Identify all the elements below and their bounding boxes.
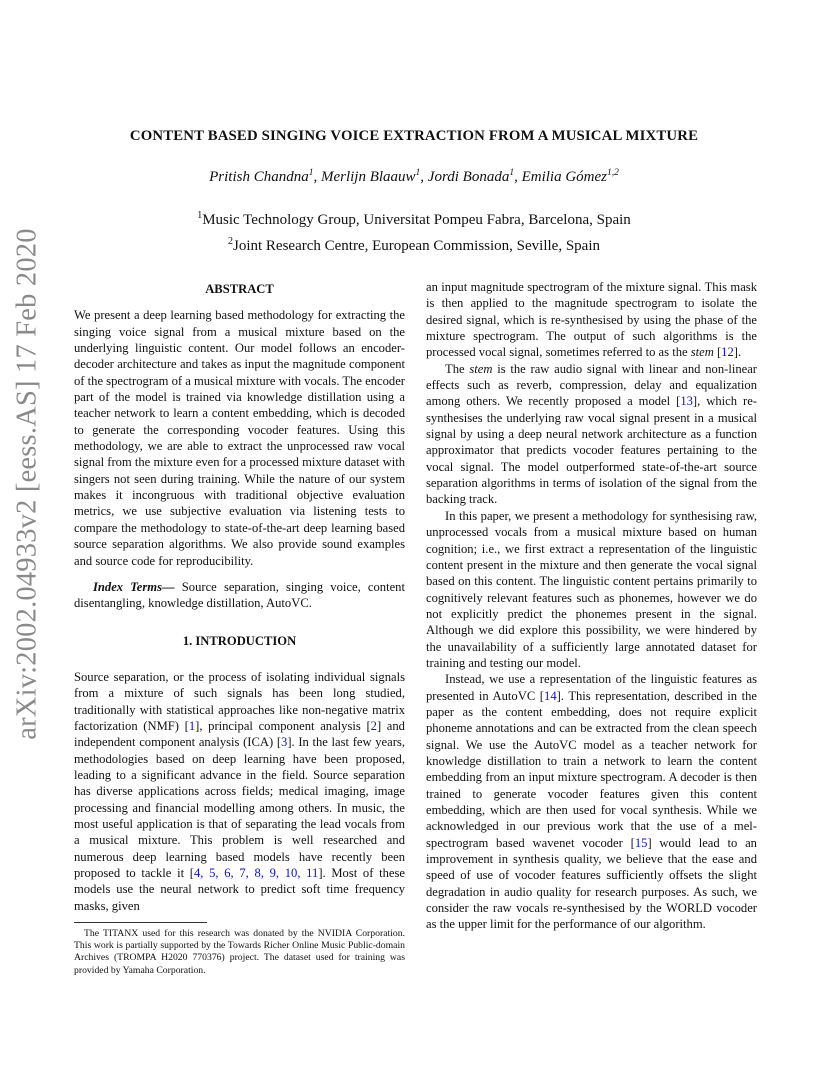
index-terms bbox=[74, 579, 405, 612]
text-run: The bbox=[445, 361, 470, 376]
author-separator: , bbox=[514, 169, 522, 185]
index-terms-dash: — bbox=[162, 579, 175, 594]
text-run: ] would lead to an improvement in synthesis quality, we believe that the ease and speed of use of vocoder features sufficiently offsets the slight degradation in audio quality for research purposes. As such, we consider the raw vocals re-synthesised by the WORLD vocoder as the upper limit for the performance of our algorithm. bbox=[426, 835, 757, 932]
affiliation-text: Joint Research Centre, European Commission, Seville, Spain bbox=[232, 238, 601, 254]
author-list bbox=[0, 168, 828, 186]
arxiv-sidebar-stamp bbox=[8, 228, 48, 740]
emphasis-term: stem bbox=[690, 345, 714, 360]
text-run: ] and independent component analysis (ICA) [ bbox=[74, 718, 405, 750]
emphasis-term: stem bbox=[469, 361, 493, 376]
text-run: [ bbox=[713, 345, 722, 360]
citation-link[interactable]: 12 bbox=[721, 345, 734, 360]
author: Emilia Gómez bbox=[521, 169, 607, 185]
footnote-text: The TITANX used for this research was donated by the NVIDIA Corporation. This work is partially supported by the Towards Richer Online Music Public-domain Archives (TROMPA H2020 770376) project. The dataset used for training was provided by Yamaha Corporation. bbox=[74, 928, 405, 976]
text-run: an input magnitude spectrogram of the mixture signal. This mask is then applied to the magnitude spectrogram to isolate the desired signal, which is re-synthesised by using the phase of the mixture spectrogram. The output of such algorithms is the processed vocal signal, sometimes referred to as the bbox=[426, 280, 757, 360]
intro-paragraph-1-continued bbox=[426, 279, 757, 361]
right-column bbox=[426, 279, 757, 933]
author: Pritish Chandna bbox=[209, 169, 309, 185]
left-column bbox=[74, 281, 405, 914]
citation-link[interactable]: 15 bbox=[634, 835, 648, 850]
intro-paragraph-4 bbox=[426, 671, 757, 933]
citation-link[interactable]: 14 bbox=[544, 688, 557, 703]
footnote bbox=[74, 928, 405, 977]
author: Jordi Bonada bbox=[427, 169, 510, 185]
intro-paragraph-3: In this paper, we present a methodology for synthesising raw, unprocessed vocals from a musical mixture based on human cognition; i.e., we first extract a representation of the linguistic content present in the mixture and then generate the vocal signal based on this content. The linguistic content pertains primarily to cognitively relevant features such as phonemes, however we do not explicitly predict the phonemes present in the signal. Although we did explore this possibility, we were hindered by the unavailability of a sufficiently large annotated dataset for training and testing our model. bbox=[426, 508, 757, 670]
author-separator: , bbox=[313, 169, 321, 185]
introduction-heading: 1. INTRODUCTION bbox=[182, 633, 297, 648]
citation-link[interactable]: 2 bbox=[370, 718, 377, 733]
index-terms-label: Index Terms bbox=[93, 579, 162, 594]
author-affiliation-mark: 1,2 bbox=[607, 168, 619, 178]
footnote-rule bbox=[74, 922, 207, 923]
text-run: ]. This representation, described in the paper as the content embedding, does not require explicit phoneme annotations and can be extracted from the clean speech signal. We use the AutoVC model as a teacher network for knowledge distillation to train a network to learn the content embedding from an input mixture spectrogram. A decoder is then trained to generate vocoder features given this content embedding, which are then used for vocal synthesis. While we acknowledged in our previous work that the use of a mel-spectrogram based wavenet vocoder [ bbox=[426, 688, 757, 850]
citation-link[interactable]: 4, 5, 6, 7, 8, 9, 10, 11 bbox=[193, 866, 319, 880]
abstract-heading: ABSTRACT bbox=[205, 282, 274, 296]
text-run: ], which re-synthesises the underlying raw vocal signal present in a musical signal by using a deep neural network architecture as a function approximator that predicts vocoder features pertaining to the vocal signal. The model outperformed state-of-the-art source separation algorithms in terms of isolation of the signal from the backing track. bbox=[426, 394, 757, 507]
arxiv-identifier: arXiv:2002.04933v2 [eess.AS] 17 Feb 2020 bbox=[12, 228, 43, 740]
author-separator: , bbox=[420, 169, 428, 185]
affiliation-mark: 1 bbox=[197, 210, 203, 221]
abstract-text: We present a deep learning based methodology for extracting the singing voice signal from a musical mixture based on the underlying linguistic content. Our model follows an encoder-decoder architecture and takes as input the magnitude component of the spectrogram of a musical mixture with vocals. The encoder part of the model is trained via knowledge distillation using a teacher network to learn a content embedding, which is decoded to generate the corresponding vocoder features. Using this methodology, we are able to extract the unprocessed raw vocal signal from the mixture even for a processed mixture dataset with singers not seen during training. While the nature of our system makes it incongruous with traditional objective evaluation metrics, we use subjective evaluation via listening tests to compare the methodology to state-of-the-art deep learning based source separation algorithms. We also provide sound examples and source code for reproducibility. bbox=[74, 308, 405, 568]
text-run: ]. In the last few years, methodologies based on deep learning have been proposed, leading to a significant advance in the field. Source separation has diverse applications across fields; medical imaging, image processing and financial modelling among others. In music, the most useful application is that of separating the lead vocals from a musical mixture. This problem is well researched and numerous deep learning based models have recently been proposed to tackle it [ bbox=[74, 735, 405, 880]
citation-link[interactable]: 13 bbox=[680, 394, 693, 409]
author: Merlijn Blaauw bbox=[320, 169, 416, 185]
affiliation-line bbox=[0, 231, 828, 257]
intro-paragraph-2 bbox=[426, 361, 757, 508]
intro-paragraph-1 bbox=[74, 669, 405, 914]
citation-link[interactable]: 3 bbox=[281, 735, 288, 750]
affiliation-mark: 2 bbox=[227, 236, 233, 247]
text-run: ]. bbox=[733, 345, 742, 360]
affiliation-line bbox=[0, 205, 828, 231]
citation-link[interactable]: 1 bbox=[188, 718, 196, 733]
author-affiliation-mark: 1 bbox=[415, 168, 421, 178]
affiliations bbox=[0, 205, 828, 257]
author-affiliation-mark: 1 bbox=[308, 168, 314, 178]
text-run: ], principal component analysis [ bbox=[195, 718, 371, 733]
author-affiliation-mark: 1 bbox=[509, 168, 515, 178]
text-run: Source separation, or the process of isolating individual signals from a mixture of such signals has been long studied, traditionally with statistical approaches like non-negative matrix factorization (NMF) [ bbox=[74, 669, 405, 733]
paper-title: CONTENT BASED SINGING VOICE EXTRACTION FROM A MUSICAL MIXTURE bbox=[129, 128, 699, 144]
text-run: is the raw audio signal with linear and non-linear effects such as reverb, compression, delay and equalization among others. We recently proposed a model [ bbox=[426, 361, 757, 409]
index-terms-text: Source separation, singing voice, content disentangling, knowledge distillation, AutoVC. bbox=[74, 579, 405, 611]
text-run: Instead, we use a representation of the linguistic features as presented in AutoVC [ bbox=[426, 672, 757, 703]
text-run: ]. Most of these models use the neural network to predict soft time frequency masks, given bbox=[74, 866, 405, 913]
affiliation-text: Music Technology Group, Universitat Pompeu Fabra, Barcelona, Spain bbox=[202, 212, 631, 228]
